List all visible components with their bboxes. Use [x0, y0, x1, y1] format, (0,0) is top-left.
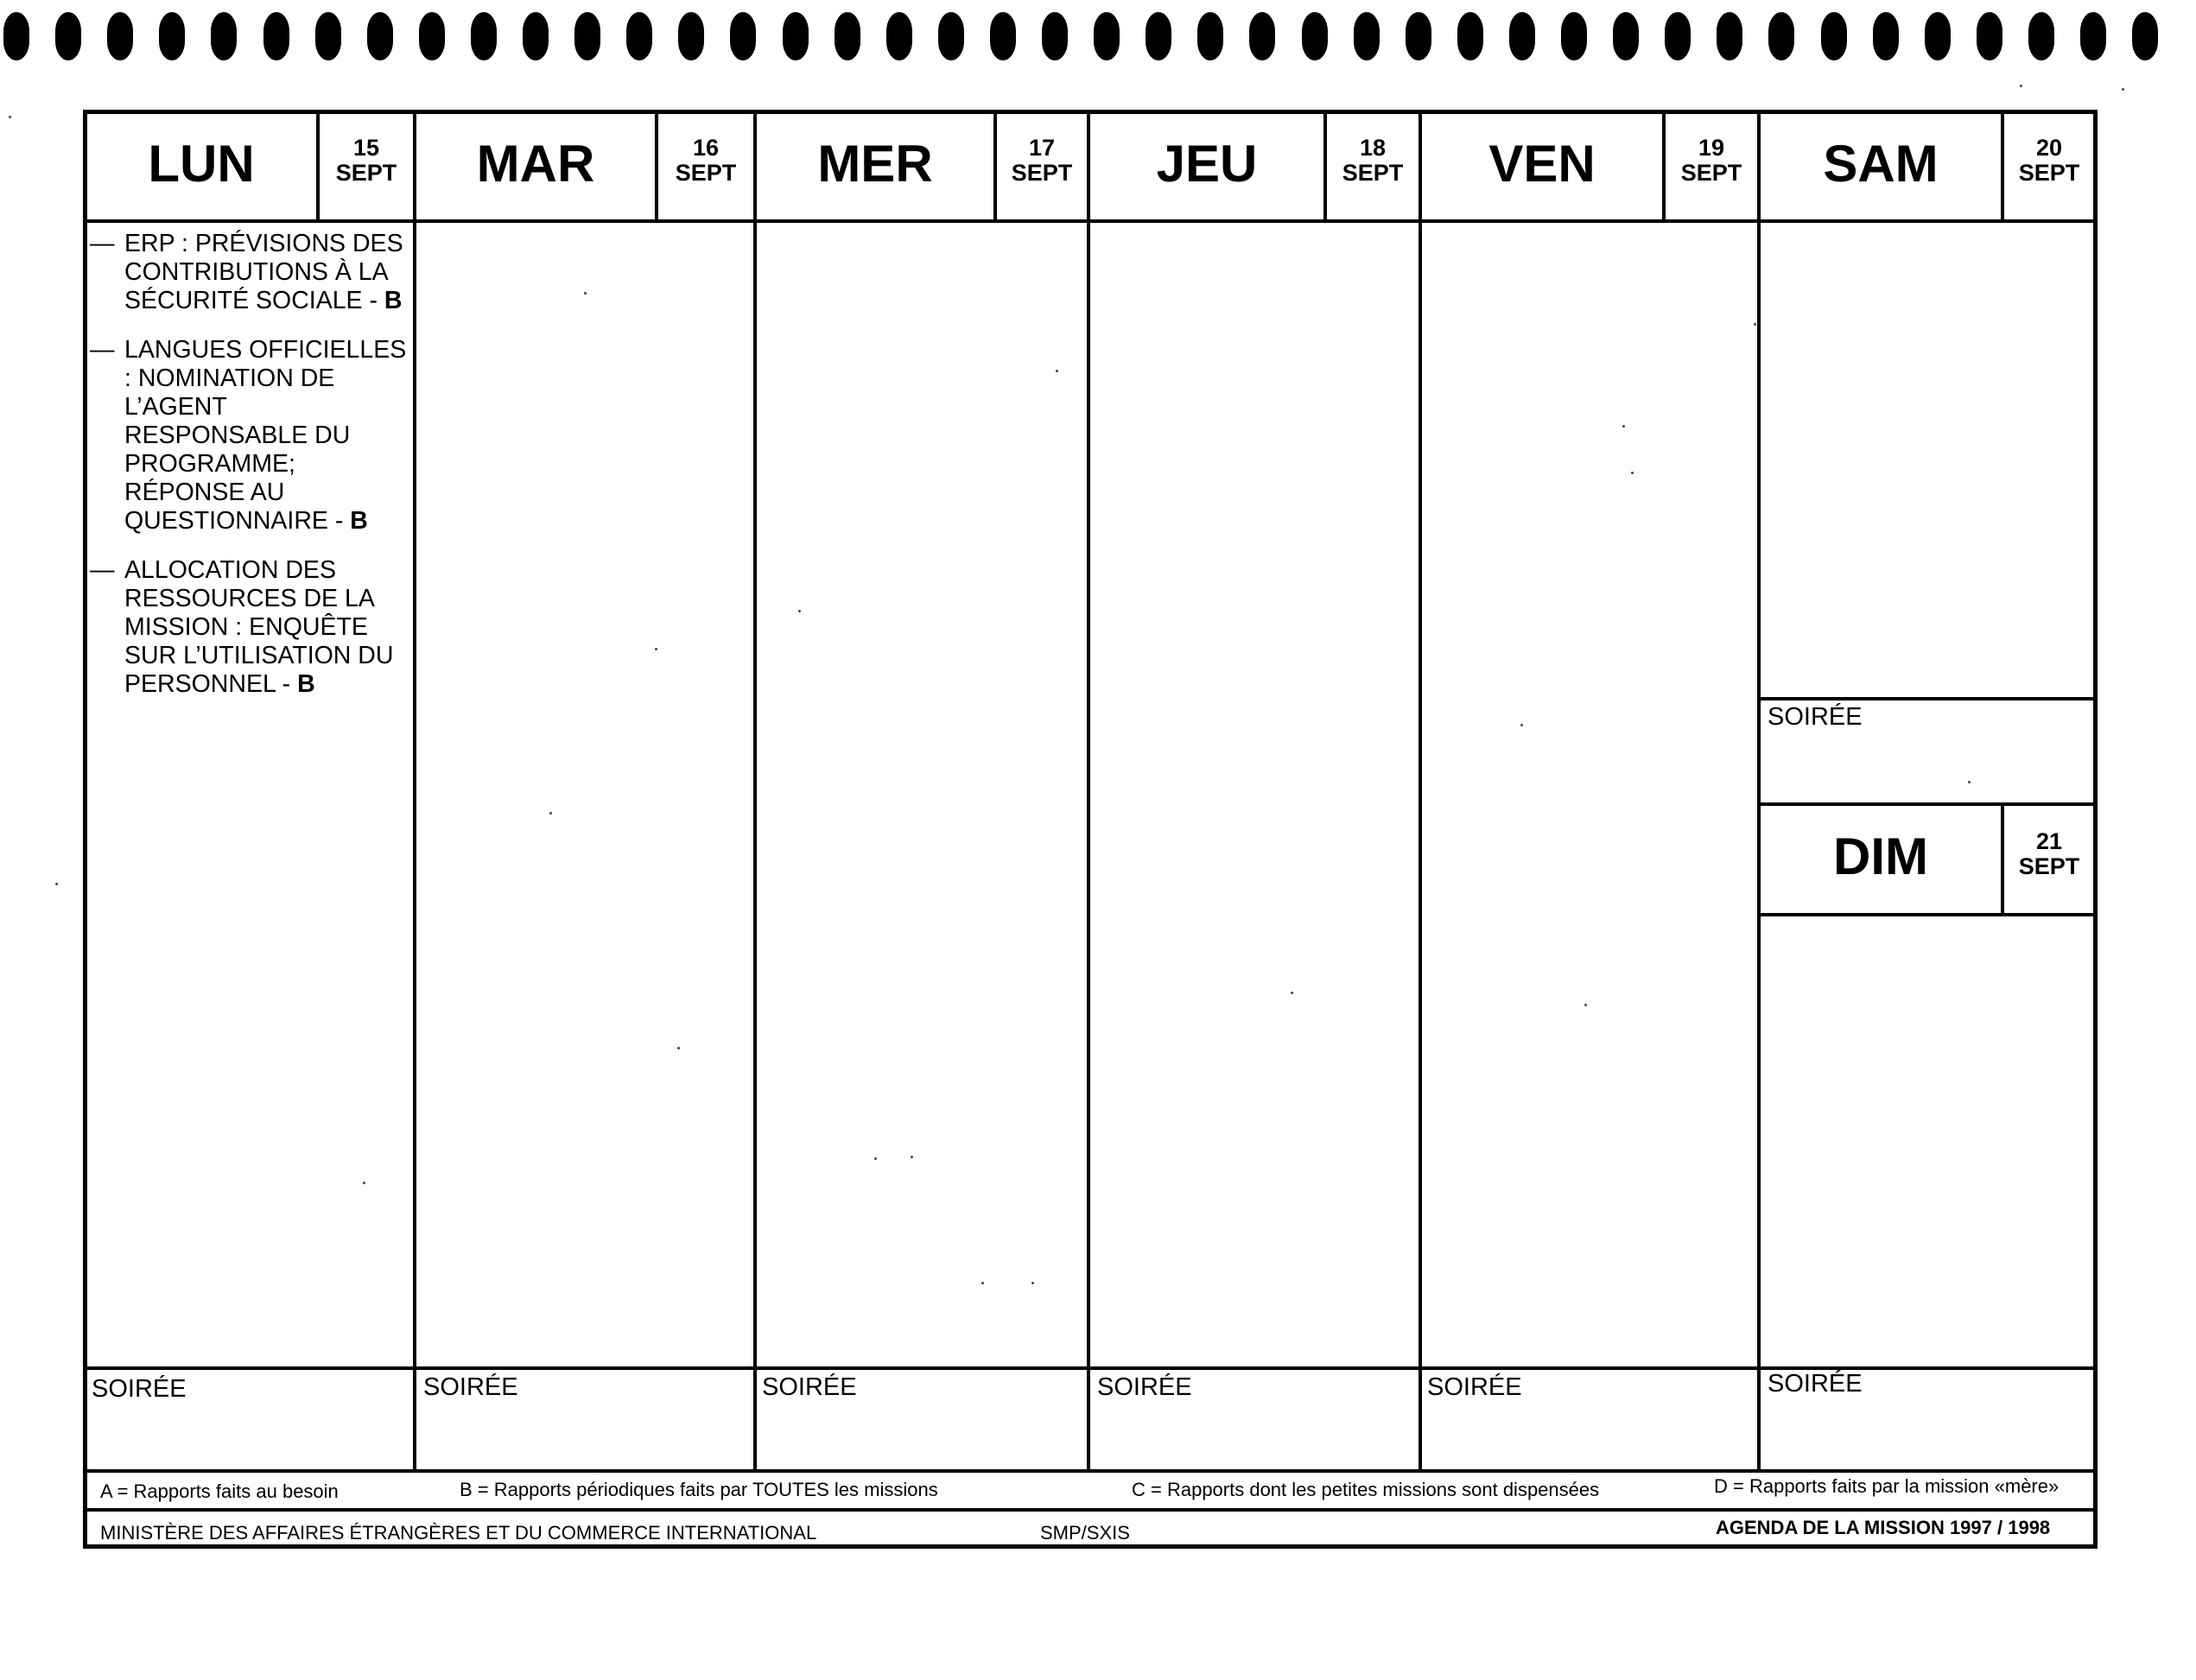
scan-speck	[363, 1182, 365, 1184]
binding-hole	[783, 12, 809, 60]
legend-a: A = Rapports faits au besoin	[100, 1480, 339, 1502]
date-number: 15	[352, 135, 380, 161]
date-month: SEPT	[675, 160, 737, 187]
binding-hole	[367, 12, 393, 60]
scan-speck	[2020, 85, 2022, 87]
column-divider-4	[1419, 110, 1422, 1471]
binding-hole	[2132, 12, 2158, 60]
scan-speck	[1291, 992, 1293, 994]
scan-speck	[55, 883, 58, 885]
day-date-tuesday	[658, 136, 753, 186]
sunday-header-bottom	[1759, 913, 2098, 916]
legend-c: C = Rapports dont les petites missions sont dispensées	[1132, 1479, 1600, 1500]
report-description: LANGUES OFFICIELLES : NOMINATION DE L’AGENT RESPONSABLE DU PROGRAMME; RÉPONSE AU QUESTIONNAIRE -	[124, 336, 407, 535]
binding-hole	[211, 12, 237, 60]
legend-row-divider	[83, 1469, 2098, 1473]
scan-speck	[1631, 472, 1634, 474]
date-month: SEPT	[335, 160, 397, 187]
column-divider-2	[753, 110, 757, 1471]
binding-hole	[1925, 12, 1951, 60]
binding-hole	[1613, 12, 1639, 60]
binding-hole	[3, 12, 29, 60]
binding-hole	[678, 12, 704, 60]
scan-speck	[1584, 1004, 1587, 1006]
binding-hole	[1406, 12, 1431, 60]
scan-speck	[1622, 425, 1625, 428]
binding-hole	[2028, 12, 2054, 60]
binding-hole	[159, 12, 185, 60]
scan-speck	[584, 292, 587, 295]
legend-d: D = Rapports faits par la mission «mère»	[1714, 1475, 2060, 1497]
binding-hole	[626, 12, 652, 60]
date-month: SEPT	[1011, 160, 1073, 187]
binding-hole	[1094, 12, 1120, 60]
scan-speck	[798, 610, 801, 612]
binding-hole	[1042, 12, 1068, 60]
binding-hole	[1873, 12, 1899, 60]
report-description: ALLOCATION DES RESSOURCES DE LA MISSION : ENQUÊTE SUR L’UTILISATION DU PERSONNEL -	[124, 556, 394, 698]
day-date-monday	[320, 136, 413, 186]
scan-speck	[874, 1157, 877, 1160]
evening-label-wednesday: SOIRÉE	[762, 1373, 857, 1401]
day-date-thursday	[1327, 136, 1419, 186]
binding-hole	[1768, 12, 1794, 60]
day-date-saturday	[2004, 136, 2094, 186]
binding-hole	[1977, 12, 2002, 60]
binding-hole	[1821, 12, 1847, 60]
binding-hole	[1197, 12, 1223, 60]
scan-speck	[911, 1156, 913, 1158]
evening-label-friday: SOIRÉE	[1427, 1373, 1522, 1401]
binding-hole	[419, 12, 445, 60]
binding-hole	[1665, 12, 1691, 60]
evening-label-sunday: SOIRÉE	[1768, 1370, 1863, 1398]
day-name-thursday: JEU	[1156, 135, 1258, 193]
binding-hole	[263, 12, 289, 60]
scan-speck	[981, 1282, 984, 1284]
sunday-header-top	[1759, 802, 2098, 806]
spiral-binding	[3, 12, 2193, 64]
scan-speck	[1031, 1282, 1034, 1284]
evening-label-monday: SOIRÉE	[92, 1375, 187, 1403]
binding-hole	[938, 12, 964, 60]
day-date-wednesday	[997, 136, 1087, 186]
binding-hole	[990, 12, 1016, 60]
binding-hole	[1354, 12, 1380, 60]
date-month: SEPT	[1680, 160, 1742, 187]
day-date-friday	[1666, 136, 1757, 186]
scan-speck	[677, 1047, 680, 1049]
day-name-tuesday: MAR	[476, 135, 595, 193]
binding-hole	[1561, 12, 1587, 60]
scan-speck	[1056, 370, 1058, 372]
binding-hole	[1457, 12, 1483, 60]
report-code: B	[297, 670, 315, 698]
day-date-sunday	[2004, 829, 2094, 879]
binding-hole	[1509, 12, 1535, 60]
binding-hole	[886, 12, 912, 60]
scan-speck	[549, 812, 552, 815]
date-number: 19	[1698, 135, 1725, 161]
scan-speck	[655, 648, 657, 650]
binding-hole	[315, 12, 341, 60]
report-code: B	[350, 507, 368, 535]
list-item	[90, 336, 409, 536]
report-code: B	[384, 287, 403, 314]
footer-code: SMP/SXIS	[1040, 1522, 1130, 1544]
day-name-saturday: SAM	[1823, 135, 1939, 193]
binding-hole	[523, 12, 549, 60]
binding-hole	[55, 12, 81, 60]
list-item	[90, 230, 409, 315]
scan-speck	[9, 116, 11, 118]
evening-label-saturday: SOIRÉE	[1768, 703, 1863, 731]
footer-row-divider	[83, 1508, 2098, 1512]
binding-hole	[574, 12, 600, 60]
monday-report-list	[90, 230, 409, 720]
column-divider-1	[413, 110, 416, 1471]
bullet-dash: —	[90, 556, 115, 584]
day-name-wednesday: MER	[817, 135, 933, 193]
date-number: 17	[1028, 135, 1056, 161]
scan-speck	[1754, 323, 1756, 326]
binding-hole	[730, 12, 756, 60]
binding-hole	[1302, 12, 1328, 60]
legend-b: B = Rapports périodiques faits par TOUTES les missions	[460, 1479, 938, 1500]
date-number: 21	[2035, 828, 2063, 854]
scan-speck	[1968, 781, 1971, 783]
evening-label-tuesday: SOIRÉE	[423, 1373, 518, 1401]
date-number: 16	[692, 135, 720, 161]
footer-ministry: MINISTÈRE DES AFFAIRES ÉTRANGÈRES ET DU COMMERCE INTERNATIONAL	[100, 1522, 817, 1544]
saturday-evening-divider	[1759, 697, 2098, 701]
binding-hole	[2080, 12, 2106, 60]
binding-hole	[1717, 12, 1742, 60]
column-divider-5	[1757, 110, 1761, 1471]
scan-speck	[2122, 88, 2124, 91]
binding-hole	[107, 12, 133, 60]
date-number: 18	[1359, 135, 1387, 161]
day-name-monday: LUN	[148, 135, 255, 193]
binding-hole	[1146, 12, 1171, 60]
binding-hole	[1249, 12, 1275, 60]
date-number: 20	[2035, 135, 2063, 161]
footer-title: AGENDA DE LA MISSION 1997 / 1998	[1716, 1517, 2051, 1538]
day-name-friday: VEN	[1488, 135, 1596, 193]
bullet-dash: —	[90, 336, 115, 364]
day-name-sunday: DIM	[1833, 827, 1928, 885]
date-month: SEPT	[2018, 160, 2080, 187]
scan-speck	[1520, 724, 1523, 726]
column-divider-3	[1087, 110, 1090, 1471]
report-description: ERP : PRÉVISIONS DES CONTRIBUTIONS À LA SÉCURITÉ SOCIALE -	[124, 230, 403, 314]
list-item	[90, 556, 409, 699]
date-month: SEPT	[1342, 160, 1404, 187]
binding-hole	[471, 12, 497, 60]
date-month: SEPT	[2018, 853, 2080, 880]
header-divider	[83, 219, 2098, 223]
bullet-dash: —	[90, 230, 115, 257]
binding-hole	[835, 12, 860, 60]
evening-label-thursday: SOIRÉE	[1097, 1373, 1192, 1401]
